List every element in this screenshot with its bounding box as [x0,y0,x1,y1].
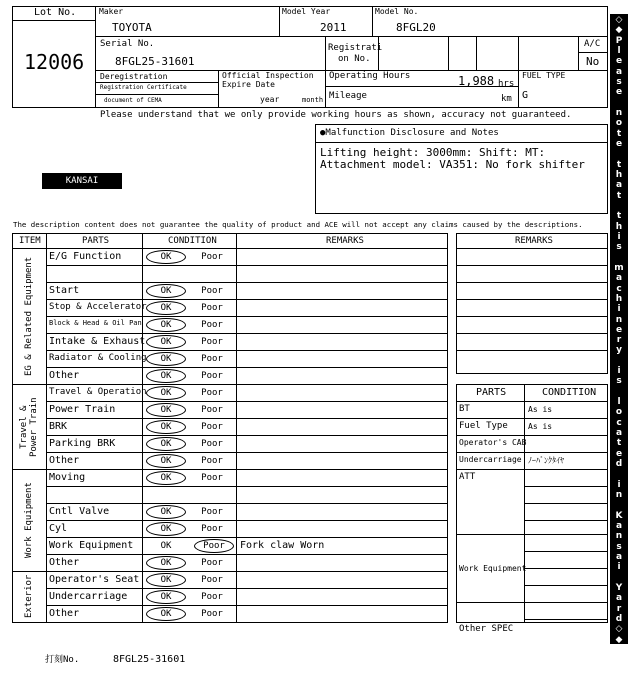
ac-label: A/C [584,39,601,49]
right-condition-value: ﾉｰﾊﾞﾝｸﾀｲﾔ [528,456,564,465]
poor-option: Poor [201,558,223,568]
malfunction-line-2: Attachment model: VA351: No fork shifter [320,158,585,171]
poor-option: Poor [201,303,223,313]
serial-no-value: 8FGL25-31601 [115,55,195,68]
ok-option: OK [160,541,172,551]
mileage-label: Mileage [329,91,367,101]
sidebar-char: o [615,407,623,418]
part-label: Operator's Seat [49,574,140,585]
sidebar-char: s [616,242,622,253]
part-label: Other [49,455,80,466]
model-year-label: Model Year [282,7,331,16]
section-label-line: Power Train [29,396,39,457]
ac-value: No [586,55,600,68]
poor-option: Poor [201,524,223,534]
sidebar-char: e [615,324,623,335]
deregistration-label: Deregistration [100,72,168,81]
ok-option: OK [146,335,186,349]
section-label: Work Equipment [23,482,34,558]
poor-option: Poor [201,371,223,381]
location-badge-label: KANSAI [65,176,99,186]
sidebar-char: c [616,283,622,294]
sidebar-char: t [616,128,622,139]
part-label: Block & Head & Oil Pan [49,319,142,327]
model-no-label: Model No. [375,7,419,16]
ok-option: OK [146,301,186,315]
malfunction-line-1: Lifting height: 3000mm: Shift: MT: [320,146,546,159]
poor-option: Poor [201,592,223,602]
sidebar-char: h [615,221,623,232]
part-label: Moving [49,472,86,483]
part-label: Power Train [49,404,116,415]
ok-option: OK [146,250,186,264]
poor-option: Poor [201,439,223,449]
poor-option: Poor [194,539,234,553]
sidebar-char: l [617,45,621,56]
poor-option: Poor [201,354,223,364]
poor-option: Poor [201,609,223,619]
part-label: BRK [49,421,68,432]
hrs-label: hrs [498,79,515,89]
section-label: EG & Related Equipment [23,256,34,376]
location-badge [42,173,122,189]
part-label: Radiator & Cooling [49,353,147,363]
poor-option: Poor [201,320,223,330]
header-condition: CONDITION [168,236,217,246]
remark-text: Fork claw Worn [240,540,325,551]
sidebar-char: s [616,541,622,552]
part-label: Travel & Operation [49,387,147,397]
ok-option: OK [146,284,186,298]
right-remarks-table [456,233,608,374]
right-remarks-header: REMARKS [515,236,553,246]
section-label: Exterior [23,574,34,618]
registration-certificate-label: Registration Certificate [100,84,187,91]
poor-option: Poor [201,388,223,398]
sidebar-char [610,254,628,263]
ok-option: OK [146,420,186,434]
header-remarks: REMARKS [326,236,364,246]
maker-value: TOYOTA [112,21,152,34]
poor-option: Poor [201,473,223,483]
sidebar-char: m [614,262,624,273]
ok-option: OK [146,471,186,485]
header-item: ITEM [19,236,41,246]
part-label: Work Equipment [49,540,134,551]
stamp-no-value: 8FGL25-31601 [113,654,186,665]
sidebar-char [610,99,628,108]
sidebar-char: a [615,593,623,604]
part-label: Stop & Accelerator [49,302,147,312]
right-part-label: Operator's CAB [459,438,527,447]
sidebar-char [610,470,628,479]
sidebar-char [610,202,628,211]
sidebar-char: h [615,293,623,304]
lot-no-value: 12006 [24,50,85,74]
sidebar-char: t [616,211,622,222]
sidebar-char [610,150,628,159]
sidebar-char: ◇ [615,624,623,635]
sidebar-char: ◇ [615,15,623,25]
ok-option: OK [146,437,186,451]
right-part-label: Undercarriage [459,455,522,464]
sidebar-char: d [615,614,623,625]
part-label: Other [49,608,80,619]
lot-no-label: Lot No. [34,7,77,18]
sidebar-char: Y [615,583,623,594]
section-label-line: Travel & [19,405,29,449]
sidebar-char: l [617,397,621,408]
sidebar-char: e [615,138,623,149]
other-spec-label: Other SPEC [459,624,514,634]
ok-option: OK [146,590,186,604]
work-equipment-label: Work Equipment [459,564,527,573]
poor-option: Poor [201,252,223,262]
sidebar-char: ◆ [615,634,623,645]
header-parts: PARTS [82,236,110,246]
km-label: km [501,94,512,104]
serial-no-label: Serial No. [100,39,155,49]
sidebar-char: P [615,35,623,46]
poor-option: Poor [201,286,223,296]
right-part-label: BT [459,404,470,414]
sidebar-char: n [615,107,623,118]
sidebar-char: n [615,490,623,501]
right-condition-header: CONDITION [542,387,597,398]
sidebar-char: o [615,118,623,129]
maker-label: Maker [99,7,124,16]
sidebar-char: h [615,169,623,180]
ok-option: OK [146,369,186,383]
right-condition-value: As is [528,405,553,414]
model-no-value: 8FGL20 [396,21,436,34]
ok-option: OK [146,352,186,366]
sidebar-char: a [615,521,623,532]
part-label: Start [49,285,80,296]
ok-option: OK [146,505,186,519]
sidebar-char: a [615,428,623,439]
poor-option: Poor [201,575,223,585]
part-label: Other [49,370,80,381]
sidebar-char: s [616,76,622,87]
sidebar-char: ◆ [615,25,623,36]
sidebar-char: e [615,56,623,67]
part-label: Other [49,557,80,568]
poor-option: Poor [201,405,223,415]
sidebar-char: e [615,87,623,98]
sidebar-char: c [616,417,622,428]
sidebar-char: K [615,510,623,521]
sidebar-char: t [616,438,622,449]
sidebar-char: a [615,273,623,284]
ok-option: OK [146,556,186,570]
disclaimer: The description content does not guarantee the quality of product and ACE will not accept any claims caused by the descriptions. [13,220,583,229]
expire-date-label: Expire Date [222,80,275,89]
right-parts-header: PARTS [476,387,507,398]
month-label: month [302,96,324,104]
stamp-no-label: 打刻No. [45,655,80,665]
sidebar-char: d [615,459,623,470]
sidebar-char: y [616,345,622,356]
sidebar-char: n [615,531,623,542]
ok-option: OK [146,522,186,536]
sidebar-char: a [615,66,623,77]
ok-option: OK [146,607,186,621]
ok-option: OK [146,318,186,332]
model-year-value: 2011 [320,21,347,34]
sidebar-char: r [616,603,622,614]
right-part-label: Fuel Type [459,421,508,431]
ok-option: OK [146,386,186,400]
working-hours-notice: Please understand that we only provide working hours as shown, accuracy not guaranteed. [100,110,572,120]
sidebar-char: t [616,159,622,170]
document-cema-label: document of CEMA [104,97,162,104]
poor-option: Poor [201,507,223,517]
sidebar-char [610,357,628,366]
part-label: Cntl Valve [49,506,110,517]
right-condition-value: As is [528,422,553,431]
sidebar-char [610,501,628,510]
operating-hours-value: 1,988 [458,74,495,88]
location-notice-sidebar [610,14,628,644]
section-label [19,397,39,457]
operating-hours-label: Operating Hours [329,71,411,81]
sidebar-char: i [617,231,621,242]
registration-label-1: Registrati [328,43,383,53]
official-inspection-label: Official Inspection [222,71,314,80]
fuel-type-value: G [522,90,529,101]
att-label: ATT [459,472,476,482]
part-label: E/G Function [49,251,122,262]
part-label: Parking BRK [49,438,116,449]
poor-option: Poor [201,422,223,432]
sidebar-char [610,388,628,397]
sidebar-char: t [616,190,622,201]
sidebar-char: i [617,562,621,573]
sidebar-char: r [616,335,622,346]
sidebar-char: n [615,314,623,325]
sidebar-char: a [615,552,623,563]
year-label: year [260,95,280,104]
sidebar-char: i [617,479,621,490]
part-label: Undercarriage [49,591,128,602]
part-label: Intake & Exhaust [49,336,146,347]
sidebar-char: e [615,448,623,459]
part-label: Cyl [49,523,68,534]
sidebar-char: i [617,366,621,377]
malfunction-title: ●Malfunction Disclosure and Notes [320,128,499,138]
poor-option: Poor [201,337,223,347]
fuel-type-label: FUEL TYPE [522,71,566,80]
sidebar-char: a [615,180,623,191]
ok-option: OK [146,403,186,417]
poor-option: Poor [201,456,223,466]
registration-label-2: on No. [338,54,371,64]
ok-option: OK [146,454,186,468]
sidebar-char: i [617,304,621,315]
sidebar-char: s [616,376,622,387]
sidebar-char [610,574,628,583]
ok-option: OK [146,573,186,587]
